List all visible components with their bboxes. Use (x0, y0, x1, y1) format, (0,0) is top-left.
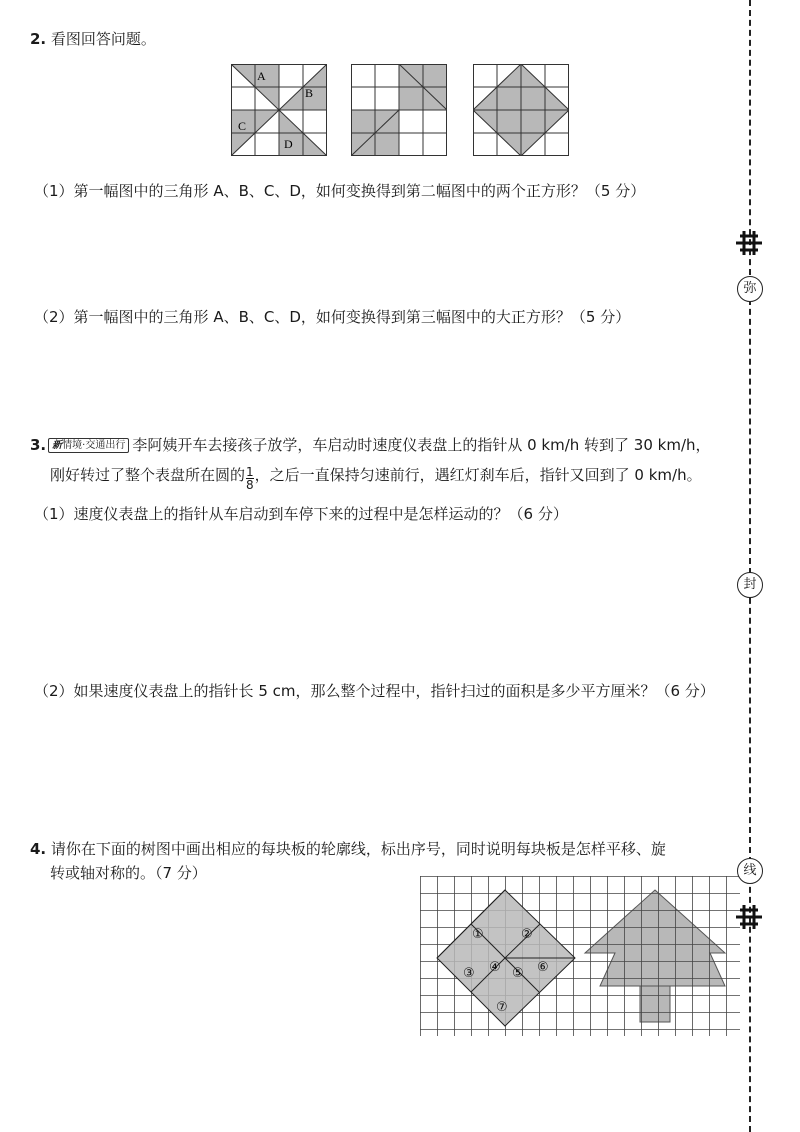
q2-number: 2. (30, 30, 47, 48)
q3-tag-new: 新 (52, 440, 63, 451)
q2-title: 看图回答问题。 (50, 30, 156, 48)
piece-2-label: ② (521, 927, 533, 942)
q4-number: 4. (30, 840, 47, 858)
q3-line1 (30, 434, 711, 456)
q2-figure-3 (473, 64, 569, 156)
q3-sub1: （1）速度仪表盘上的指针从车启动到车停下来的过程中是怎样运动的？（6 分） (34, 505, 568, 523)
q3-text-line1: 李阿姨开车去接孩子放学，车启动时速度仪表盘上的指针从 0 km/h 转到了 30 km/h， (132, 436, 711, 454)
label-b: B (305, 86, 314, 100)
q3-text-line2b: ，之后一直保持匀速前行，遇红灯刹车后，指针又回到了 0 km/h。 (254, 466, 702, 484)
binding-knot-icon-2 (732, 902, 766, 932)
q2-heading (30, 28, 156, 50)
margin-char-xian: 线 (737, 858, 763, 884)
q3-line2 (50, 464, 702, 491)
fraction-denominator: 8 (246, 478, 254, 492)
fraction-numerator: 1 (246, 465, 254, 479)
q4-grid-figure (420, 876, 742, 1036)
binding-knot-icon (732, 228, 766, 258)
q2-figure-1 (231, 64, 327, 156)
q2-figure-2 (351, 64, 447, 156)
binding-dashed-line (749, 0, 751, 1132)
margin-char-feng: 封 (737, 572, 763, 598)
q3-text-line2a: 刚好转过了整个表盘所在圆的 (50, 466, 246, 484)
q2-sub1: （1）第一幅图中的三角形 A、B、C、D，如何变换得到第二幅图中的两个正方形？（5 分） (34, 182, 646, 200)
q3-number: 3. (30, 436, 47, 454)
label-a: A (257, 69, 266, 83)
piece-1-label: ① (472, 927, 484, 942)
margin-char-mi: 弥 (737, 276, 763, 302)
label-c: C (238, 119, 247, 133)
fraction-one-eighth (246, 466, 254, 491)
piece-7-label: ⑦ (496, 1000, 508, 1015)
piece-3-label: ③ (463, 966, 475, 981)
piece-5-label: ⑤ (512, 966, 524, 981)
q4-line1 (30, 838, 666, 860)
tree-shape (585, 890, 725, 1022)
piece-6-label: ⑥ (537, 960, 549, 975)
q3-context-tag (48, 438, 129, 453)
q3-tag-text: 情境·交通出行 (62, 440, 126, 451)
piece-4-label: ④ (489, 960, 501, 975)
q3-sub2: （2）如果速度仪表盘上的指针长 5 cm，那么整个过程中，指针扫过的面积是多少平方厘米？（6 分） (34, 682, 715, 700)
q4-line2: 转或轴对称的。（7 分） (50, 864, 207, 882)
q4-text-line1: 请你在下面的树图中画出相应的每块板的轮廓线，标出序号，同时说明每块板是怎样平移、旋 (50, 840, 666, 858)
q2-sub2: （2）第一幅图中的三角形 A、B、C、D，如何变换得到第三幅图中的大正方形？（5 分） (34, 308, 631, 326)
label-d: D (284, 137, 293, 151)
